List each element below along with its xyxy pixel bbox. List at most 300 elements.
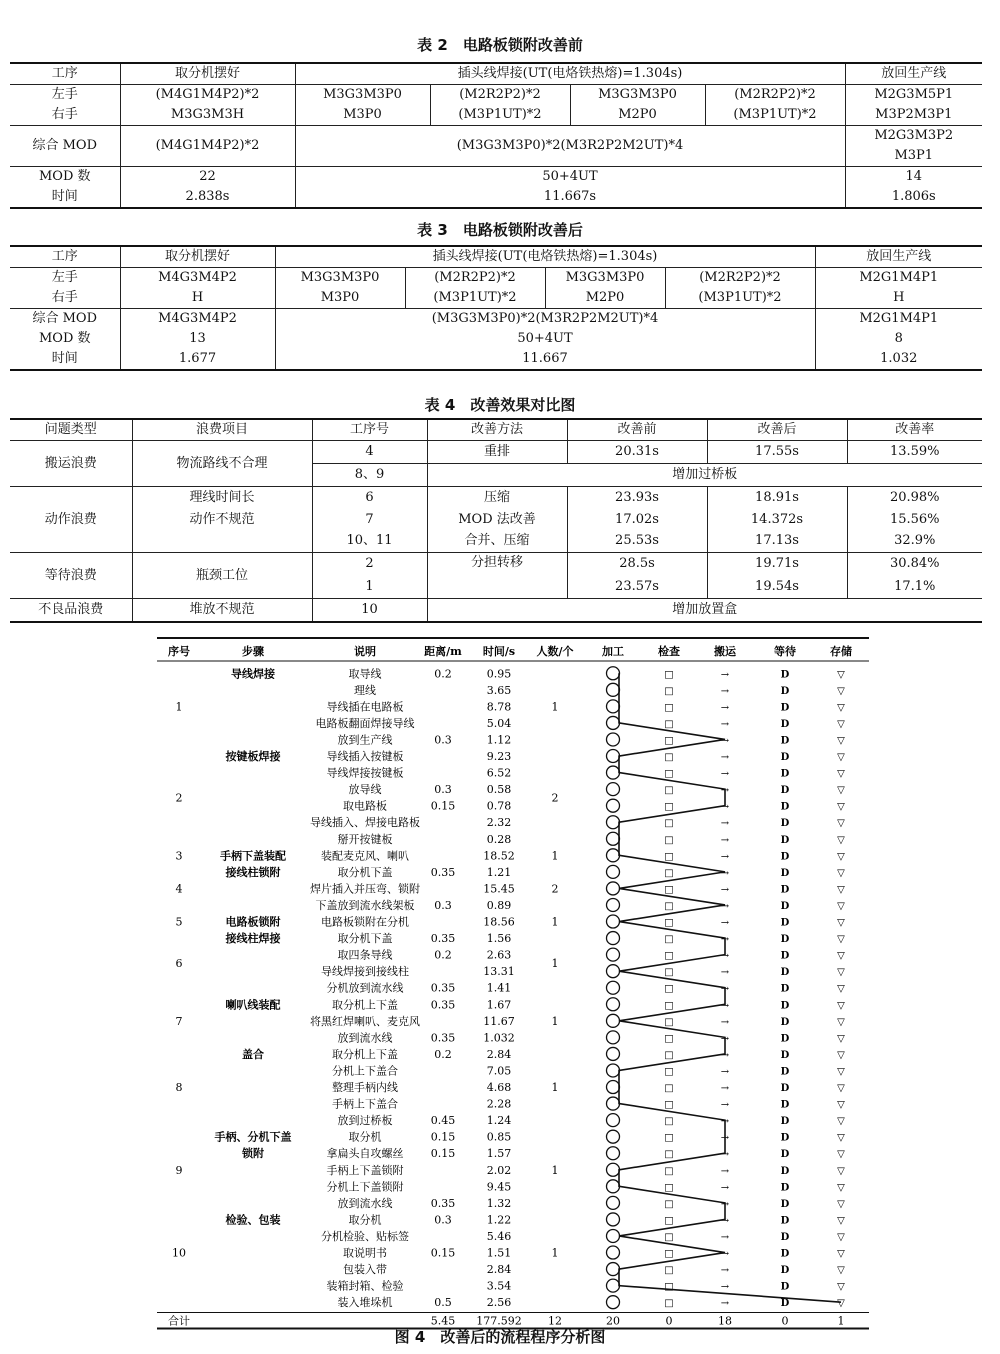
process-circle-icon bbox=[607, 1130, 620, 1143]
figure-dist: 0.3 bbox=[434, 1213, 452, 1227]
table4-header: 改善前 bbox=[567, 419, 707, 441]
wait-d-icon: D bbox=[780, 1099, 790, 1111]
table3-cell: (M3P1UT)*2 bbox=[405, 288, 545, 309]
total-dist: 5.45 bbox=[430, 1314, 456, 1328]
figure-time: 0.58 bbox=[486, 783, 512, 797]
figure-header: 存储 bbox=[830, 645, 852, 658]
figure-time: 13.31 bbox=[483, 965, 515, 979]
table2-header-weld: 插头线焊接(UT(电烙铁热熔)=1.304s) bbox=[295, 63, 845, 85]
figure-step: 电路板锁附 bbox=[225, 915, 281, 929]
check-square-icon: □ bbox=[664, 851, 674, 863]
table4-cell: 28.5s bbox=[567, 553, 707, 576]
table2-cell: M3P2M3P1 bbox=[845, 105, 982, 126]
move-arrow-icon: → bbox=[720, 718, 730, 730]
store-triangle-icon: ▽ bbox=[837, 1281, 845, 1293]
check-square-icon: □ bbox=[664, 1000, 674, 1012]
table4-cell: 6 bbox=[312, 487, 427, 509]
store-triangle-icon: ▽ bbox=[837, 818, 845, 830]
move-arrow-icon: → bbox=[720, 1231, 730, 1243]
table3-header-return: 放回生产线 bbox=[815, 246, 982, 268]
table4-cell: 17.55s bbox=[707, 441, 847, 464]
check-square-icon: □ bbox=[664, 1149, 674, 1161]
figure-time: 1.51 bbox=[486, 1246, 512, 1260]
figure-people: 1 bbox=[551, 1014, 559, 1028]
process-circle-icon bbox=[607, 1047, 620, 1060]
figure-desc: 取四条导线 bbox=[337, 948, 393, 962]
move-arrow-icon: → bbox=[720, 1033, 730, 1045]
wait-d-icon: D bbox=[780, 884, 790, 896]
table2-cell bbox=[845, 126, 982, 167]
store-triangle-icon: ▽ bbox=[837, 1000, 845, 1012]
figure-desc: 手柄上下盖合 bbox=[332, 1097, 398, 1111]
figure-step: 按键板焊接 bbox=[225, 750, 281, 764]
figure-desc: 放导线 bbox=[348, 783, 382, 797]
table3-cell: M4G3M4P2 bbox=[120, 309, 275, 330]
figure-desc: 取分机 bbox=[348, 1130, 382, 1144]
process-circle-icon bbox=[607, 849, 620, 862]
table3-cell: M2P0 bbox=[545, 288, 665, 309]
figure-header: 距离/m bbox=[424, 645, 462, 658]
figure-desc: 分机上下盖合 bbox=[332, 1064, 398, 1078]
figure-people: 1 bbox=[551, 956, 559, 970]
store-triangle-icon: ▽ bbox=[837, 884, 845, 896]
table4-cell: 30.84% bbox=[847, 553, 982, 576]
table4-cell: 10、11 bbox=[312, 531, 427, 553]
table3-cell: 13 bbox=[120, 329, 275, 349]
wait-d-icon: D bbox=[780, 785, 790, 797]
figure-step: 盖合 bbox=[242, 1047, 264, 1061]
figure4-caption: 图 4 改善后的流程程序分析图 bbox=[394, 1328, 606, 1346]
process-circle-icon bbox=[607, 1229, 620, 1242]
figure-time: 18.56 bbox=[483, 915, 515, 929]
wait-d-icon: D bbox=[780, 1182, 790, 1194]
figure-desc: 取分机下盖 bbox=[337, 932, 393, 946]
table4-type: 等待浪费 bbox=[10, 553, 132, 599]
table4-caption: 表 4 改善效果对比图 bbox=[424, 396, 576, 414]
figure-people: 1 bbox=[551, 1246, 559, 1260]
check-square-icon: □ bbox=[664, 785, 674, 797]
table2-header-step: 工序 bbox=[10, 63, 120, 85]
table3-cell: M3G3M3P0 bbox=[275, 268, 405, 289]
figure-time: 2.32 bbox=[486, 816, 512, 830]
figure-time: 1.67 bbox=[486, 998, 512, 1012]
check-square-icon: □ bbox=[664, 1099, 674, 1111]
figure-desc: 取分机下盖 bbox=[337, 865, 393, 879]
process-circle-icon bbox=[607, 1180, 620, 1193]
figure-time: 5.46 bbox=[486, 1229, 512, 1243]
move-arrow-icon: → bbox=[720, 1132, 730, 1144]
process-flow-chart bbox=[157, 637, 869, 1328]
store-triangle-icon: ▽ bbox=[837, 801, 845, 813]
total-people: 12 bbox=[548, 1314, 562, 1328]
process-circle-icon bbox=[607, 716, 620, 729]
process-circle-icon bbox=[607, 981, 620, 994]
move-arrow-icon: → bbox=[720, 834, 730, 846]
wait-d-icon: D bbox=[780, 967, 790, 979]
figure-desc: 导线插在电路板 bbox=[326, 700, 404, 714]
wait-d-icon: D bbox=[780, 1231, 790, 1243]
table3-caption: 表 3 电路板锁附改善后 bbox=[417, 221, 583, 239]
table4-cell: 17.1% bbox=[847, 576, 982, 599]
store-triangle-icon: ▽ bbox=[837, 685, 845, 697]
table4-cell: 14.372s bbox=[707, 509, 847, 531]
store-triangle-icon: ▽ bbox=[837, 1016, 845, 1028]
figure-desc: 取分机上下盖 bbox=[332, 1047, 398, 1061]
store-triangle-icon: ▽ bbox=[837, 917, 845, 929]
move-arrow-icon: → bbox=[720, 1116, 730, 1128]
figure-desc: 电路板翻面焊接导线 bbox=[315, 716, 415, 730]
move-arrow-icon: → bbox=[720, 785, 730, 797]
process-circle-icon bbox=[607, 700, 620, 713]
figure-step: 接线柱焊接 bbox=[225, 932, 281, 946]
figure-dist: 0.2 bbox=[434, 948, 452, 962]
store-triangle-icon: ▽ bbox=[837, 934, 845, 946]
figure-desc: 拿扁头自攻螺丝 bbox=[326, 1147, 404, 1161]
table4-cell: 23.93s bbox=[567, 487, 707, 509]
table2-mod-label: 综合 MOD bbox=[10, 126, 120, 167]
move-arrow-icon: → bbox=[720, 818, 730, 830]
figure-header: 等待 bbox=[774, 645, 796, 658]
store-triangle-icon: ▽ bbox=[837, 1083, 845, 1095]
wait-d-icon: D bbox=[780, 1049, 790, 1061]
figure-time: 1.12 bbox=[486, 733, 512, 747]
move-arrow-icon: → bbox=[720, 1066, 730, 1078]
table3-header-weld: 插头线焊接(UT(电烙铁热熔)=1.304s) bbox=[275, 246, 815, 268]
table2-header-take: 取分机摆好 bbox=[120, 63, 295, 85]
store-triangle-icon: ▽ bbox=[837, 950, 845, 962]
table4-header: 改善率 bbox=[847, 419, 982, 441]
table4-cell: 17.13s bbox=[707, 531, 847, 553]
check-square-icon: □ bbox=[664, 1033, 674, 1045]
total-time: 177.592 bbox=[476, 1314, 522, 1328]
check-square-icon: □ bbox=[664, 1016, 674, 1028]
table3-header-step: 工序 bbox=[10, 246, 120, 268]
figure-header: 序号 bbox=[168, 645, 190, 658]
store-triangle-icon: ▽ bbox=[837, 851, 845, 863]
process-circle-icon bbox=[607, 783, 620, 796]
check-square-icon: □ bbox=[664, 884, 674, 896]
figure-desc: 取分机 bbox=[348, 1213, 382, 1227]
figure-desc: 分机检验、贴标签 bbox=[321, 1229, 409, 1243]
move-arrow-icon: → bbox=[720, 1049, 730, 1061]
store-triangle-icon: ▽ bbox=[837, 1248, 845, 1260]
wait-d-icon: D bbox=[780, 1248, 790, 1260]
process-circle-icon bbox=[607, 948, 620, 961]
figure-time: 9.23 bbox=[486, 750, 512, 764]
table4-cell: 压缩 bbox=[427, 487, 567, 509]
table4-cell: 15.56% bbox=[847, 509, 982, 531]
check-square-icon: □ bbox=[664, 1165, 674, 1177]
figure-dist: 0.3 bbox=[434, 898, 452, 912]
wait-d-icon: D bbox=[780, 983, 790, 995]
figure-dist: 0.15 bbox=[430, 1246, 456, 1260]
figure-desc: 导线插入按键板 bbox=[326, 750, 404, 764]
move-arrow-icon: → bbox=[720, 1298, 730, 1310]
process-circle-icon bbox=[607, 865, 620, 878]
figure-desc: 装配麦克风、喇叭 bbox=[321, 849, 409, 863]
table4-cell: 8、9 bbox=[312, 464, 427, 487]
check-square-icon: □ bbox=[664, 1083, 674, 1095]
figure-seq-no: 7 bbox=[175, 1014, 183, 1028]
table2-cell: (M4G1M4P2)*2 bbox=[120, 85, 295, 106]
wait-d-icon: D bbox=[780, 685, 790, 697]
process-circle-icon bbox=[607, 1031, 620, 1044]
table3-mod-label: 综合 MOD bbox=[10, 309, 120, 330]
table2-cell: M3P0 bbox=[295, 105, 430, 126]
table4-cell: 分担转移 bbox=[427, 553, 567, 599]
figure-time: 0.95 bbox=[486, 667, 512, 681]
figure-time: 1.032 bbox=[483, 1031, 515, 1045]
process-circle-icon bbox=[607, 1147, 620, 1160]
move-arrow-icon: → bbox=[720, 735, 730, 747]
figure-step: 导线焊接 bbox=[231, 667, 275, 681]
process-circle-icon bbox=[607, 1097, 620, 1110]
move-arrow-icon: → bbox=[720, 1281, 730, 1293]
figure-desc: 下盖放到流水线架板 bbox=[315, 898, 415, 912]
process-circle-icon bbox=[607, 1163, 620, 1176]
table4-type: 不良品浪费 bbox=[10, 599, 132, 622]
wait-d-icon: D bbox=[780, 1132, 790, 1144]
check-square-icon: □ bbox=[664, 702, 674, 714]
check-square-icon: □ bbox=[664, 752, 674, 764]
table2-cell: (M3P1UT)*2 bbox=[430, 105, 570, 126]
check-square-icon: □ bbox=[664, 1049, 674, 1061]
figure-dist: 0.5 bbox=[434, 1296, 452, 1310]
figure-time: 4.68 bbox=[486, 1081, 512, 1095]
wait-d-icon: D bbox=[780, 834, 790, 846]
process-circle-icon bbox=[607, 733, 620, 746]
wait-d-icon: D bbox=[780, 1000, 790, 1012]
check-square-icon: □ bbox=[664, 950, 674, 962]
figure-desc: 理线 bbox=[354, 683, 376, 697]
table4-header: 浪费项目 bbox=[132, 419, 312, 441]
figure-time: 7.05 bbox=[486, 1064, 512, 1078]
wait-d-icon: D bbox=[780, 818, 790, 830]
table2-caption: 表 2 电路板锁附改善前 bbox=[417, 36, 583, 54]
table2-cell: (M3G3M3P0)*2(M3R2P2M2UT)*4 bbox=[295, 126, 845, 167]
store-triangle-icon: ▽ bbox=[837, 900, 845, 912]
figure-desc: 放到生产线 bbox=[337, 733, 393, 747]
figure-header: 步骤 bbox=[242, 645, 264, 658]
check-square-icon: □ bbox=[664, 867, 674, 879]
total-move: 18 bbox=[718, 1314, 732, 1328]
table2-cell: (M4G1M4P2)*2 bbox=[120, 126, 295, 167]
figure-dist: 0.35 bbox=[430, 865, 456, 879]
figure-desc: 导线焊接到接线柱 bbox=[321, 965, 409, 979]
move-arrow-icon: → bbox=[720, 768, 730, 780]
store-triangle-icon: ▽ bbox=[837, 983, 845, 995]
wait-d-icon: D bbox=[780, 1281, 790, 1293]
figure-time: 18.52 bbox=[483, 849, 515, 863]
figure-time: 0.85 bbox=[486, 1130, 512, 1144]
store-triangle-icon: ▽ bbox=[837, 967, 845, 979]
process-circle-icon bbox=[607, 1296, 620, 1309]
table2-cell: 1.806s bbox=[845, 187, 982, 208]
wait-d-icon: D bbox=[780, 718, 790, 730]
move-arrow-icon: → bbox=[720, 801, 730, 813]
table4-cell: 7 bbox=[312, 509, 427, 531]
store-triangle-icon: ▽ bbox=[837, 834, 845, 846]
figure-seq-no: 4 bbox=[175, 882, 183, 896]
move-arrow-icon: → bbox=[720, 1099, 730, 1111]
table2-cell: M3G3M3H bbox=[120, 105, 295, 126]
check-square-icon: □ bbox=[664, 983, 674, 995]
figure-dist: 0.35 bbox=[430, 1031, 456, 1045]
table4-cell: 13.59% bbox=[847, 441, 982, 464]
move-arrow-icon: → bbox=[720, 983, 730, 995]
check-square-icon: □ bbox=[664, 834, 674, 846]
store-triangle-icon: ▽ bbox=[837, 1198, 845, 1210]
process-circle-icon bbox=[607, 1246, 620, 1259]
figure-header: 加工 bbox=[602, 645, 624, 658]
check-square-icon: □ bbox=[664, 768, 674, 780]
wait-d-icon: D bbox=[780, 801, 790, 813]
figure-seq-no: 5 bbox=[175, 915, 183, 929]
move-arrow-icon: → bbox=[720, 1016, 730, 1028]
check-square-icon: □ bbox=[664, 735, 674, 747]
move-arrow-icon: → bbox=[720, 1083, 730, 1095]
figure-header: 人数/个 bbox=[536, 645, 574, 658]
table4-cell: 20.31s bbox=[567, 441, 707, 464]
wait-d-icon: D bbox=[780, 917, 790, 929]
move-arrow-icon: → bbox=[720, 867, 730, 879]
move-arrow-icon: → bbox=[720, 917, 730, 929]
process-circle-icon bbox=[607, 898, 620, 911]
store-triangle-icon: ▽ bbox=[837, 768, 845, 780]
figure-desc: 将黑红焊喇叭、麦克风 bbox=[310, 1014, 420, 1028]
figure-desc: 导线焊接按键板 bbox=[326, 766, 404, 780]
wait-d-icon: D bbox=[780, 1016, 790, 1028]
table2-right-hand-label: 右手 bbox=[10, 105, 120, 126]
table3-cell: 50+4UT bbox=[275, 329, 815, 349]
table2-cell-line: M2G3M3P2 bbox=[874, 128, 954, 143]
move-arrow-icon: → bbox=[720, 967, 730, 979]
figure-time: 2.63 bbox=[486, 948, 512, 962]
process-circle-icon bbox=[607, 998, 620, 1011]
figure-seq-no: 9 bbox=[175, 1163, 183, 1177]
figure-dist: 0.2 bbox=[434, 1047, 452, 1061]
figure-desc: 放到流水线 bbox=[337, 1196, 393, 1210]
process-circle-icon bbox=[607, 799, 620, 812]
table4-cell: 2 bbox=[312, 553, 427, 576]
table3-cell: H bbox=[815, 288, 982, 309]
check-square-icon: □ bbox=[664, 900, 674, 912]
table3-cell: (M2R2P2)*2 bbox=[665, 268, 815, 289]
figure-time: 15.45 bbox=[483, 882, 515, 896]
store-triangle-icon: ▽ bbox=[837, 1066, 845, 1078]
figure-step: 锁附 bbox=[242, 1147, 264, 1161]
table2-cell-line: M3P1 bbox=[894, 148, 934, 163]
table3-cell: M2G1M4P1 bbox=[815, 268, 982, 289]
wait-d-icon: D bbox=[780, 752, 790, 764]
figure-dist: 0.15 bbox=[430, 1147, 456, 1161]
table2-left-hand-label: 左手 bbox=[10, 85, 120, 106]
figure-desc: 导线插入、焊接电路板 bbox=[310, 816, 420, 830]
table3-time-label: 时间 bbox=[10, 349, 120, 370]
figure-time: 2.84 bbox=[486, 1047, 512, 1061]
move-arrow-icon: → bbox=[720, 1149, 730, 1161]
move-arrow-icon: → bbox=[720, 851, 730, 863]
table4-cell: MOD 法改善 bbox=[427, 509, 567, 531]
table4-cell: 10 bbox=[312, 599, 427, 622]
figure-people: 2 bbox=[551, 882, 559, 896]
figure-time: 5.04 bbox=[486, 716, 512, 730]
table4-cell: 17.02s bbox=[567, 509, 707, 531]
figure-seq-no: 1 bbox=[175, 700, 183, 714]
table3-left-hand-label: 左手 bbox=[10, 268, 120, 289]
figure-header: 时间/s bbox=[482, 645, 516, 658]
figure-header: 说明 bbox=[354, 645, 376, 658]
store-triangle-icon: ▽ bbox=[837, 752, 845, 764]
figure-dist: 0.15 bbox=[430, 1130, 456, 1144]
table3-count-label: MOD 数 bbox=[10, 329, 120, 349]
table2-header-return: 放回生产线 bbox=[845, 63, 982, 85]
process-circle-icon bbox=[607, 750, 620, 763]
process-circle-icon bbox=[607, 1014, 620, 1027]
figure-time: 1.57 bbox=[486, 1147, 512, 1161]
table4-item-empty bbox=[132, 531, 312, 553]
figure-time: 2.56 bbox=[486, 1296, 512, 1310]
process-circle-icon bbox=[607, 1114, 620, 1127]
table2-cell: M3G3M3P0 bbox=[295, 85, 430, 106]
move-arrow-icon: → bbox=[720, 934, 730, 946]
process-circle-icon bbox=[607, 1064, 620, 1077]
table3-cell: 1.032 bbox=[815, 349, 982, 370]
check-square-icon: □ bbox=[664, 1132, 674, 1144]
figure-time: 2.02 bbox=[486, 1163, 512, 1177]
table2-cell: 14 bbox=[845, 167, 982, 188]
table3-cell: M3P0 bbox=[275, 288, 405, 309]
check-square-icon: □ bbox=[664, 1215, 674, 1227]
check-square-icon: □ bbox=[664, 818, 674, 830]
store-triangle-icon: ▽ bbox=[837, 1132, 845, 1144]
figure-time: 8.78 bbox=[486, 700, 512, 714]
figure-people: 2 bbox=[551, 791, 559, 805]
move-arrow-icon: → bbox=[720, 1248, 730, 1260]
table2-cell: 50+4UT bbox=[295, 167, 845, 188]
wait-d-icon: D bbox=[780, 669, 790, 681]
wait-d-icon: D bbox=[780, 1198, 790, 1210]
process-circle-icon bbox=[607, 816, 620, 829]
figure-seq-no: 10 bbox=[172, 1246, 186, 1260]
table3-cell: (M3P1UT)*2 bbox=[665, 288, 815, 309]
store-triangle-icon: ▽ bbox=[837, 1116, 845, 1128]
table2-count-label: MOD 数 bbox=[10, 167, 120, 188]
wait-d-icon: D bbox=[780, 1215, 790, 1227]
table4-cell: 23.57s bbox=[567, 576, 707, 599]
check-square-icon: □ bbox=[664, 1182, 674, 1194]
total-check: 0 bbox=[665, 1314, 673, 1328]
table2-cell: 22 bbox=[120, 167, 295, 188]
flow-line bbox=[619, 673, 841, 1302]
check-square-icon: □ bbox=[664, 669, 674, 681]
table2-cell: M3G3M3P0 bbox=[570, 85, 705, 106]
move-arrow-icon: → bbox=[720, 900, 730, 912]
table4-item: 堆放不规范 bbox=[132, 599, 312, 622]
store-triangle-icon: ▽ bbox=[837, 735, 845, 747]
table2-cell: (M2R2P2)*2 bbox=[430, 85, 570, 106]
store-triangle-icon: ▽ bbox=[837, 1231, 845, 1243]
check-square-icon: □ bbox=[664, 1298, 674, 1310]
table4-cell: 19.54s bbox=[707, 576, 847, 599]
process-circle-icon bbox=[607, 882, 620, 895]
move-arrow-icon: → bbox=[720, 685, 730, 697]
table3-cell: M2G1M4P1 bbox=[815, 309, 982, 330]
total-store: 1 bbox=[837, 1314, 845, 1328]
table2 bbox=[10, 62, 982, 209]
wait-d-icon: D bbox=[780, 1149, 790, 1161]
figure-seq-no: 8 bbox=[175, 1081, 183, 1095]
